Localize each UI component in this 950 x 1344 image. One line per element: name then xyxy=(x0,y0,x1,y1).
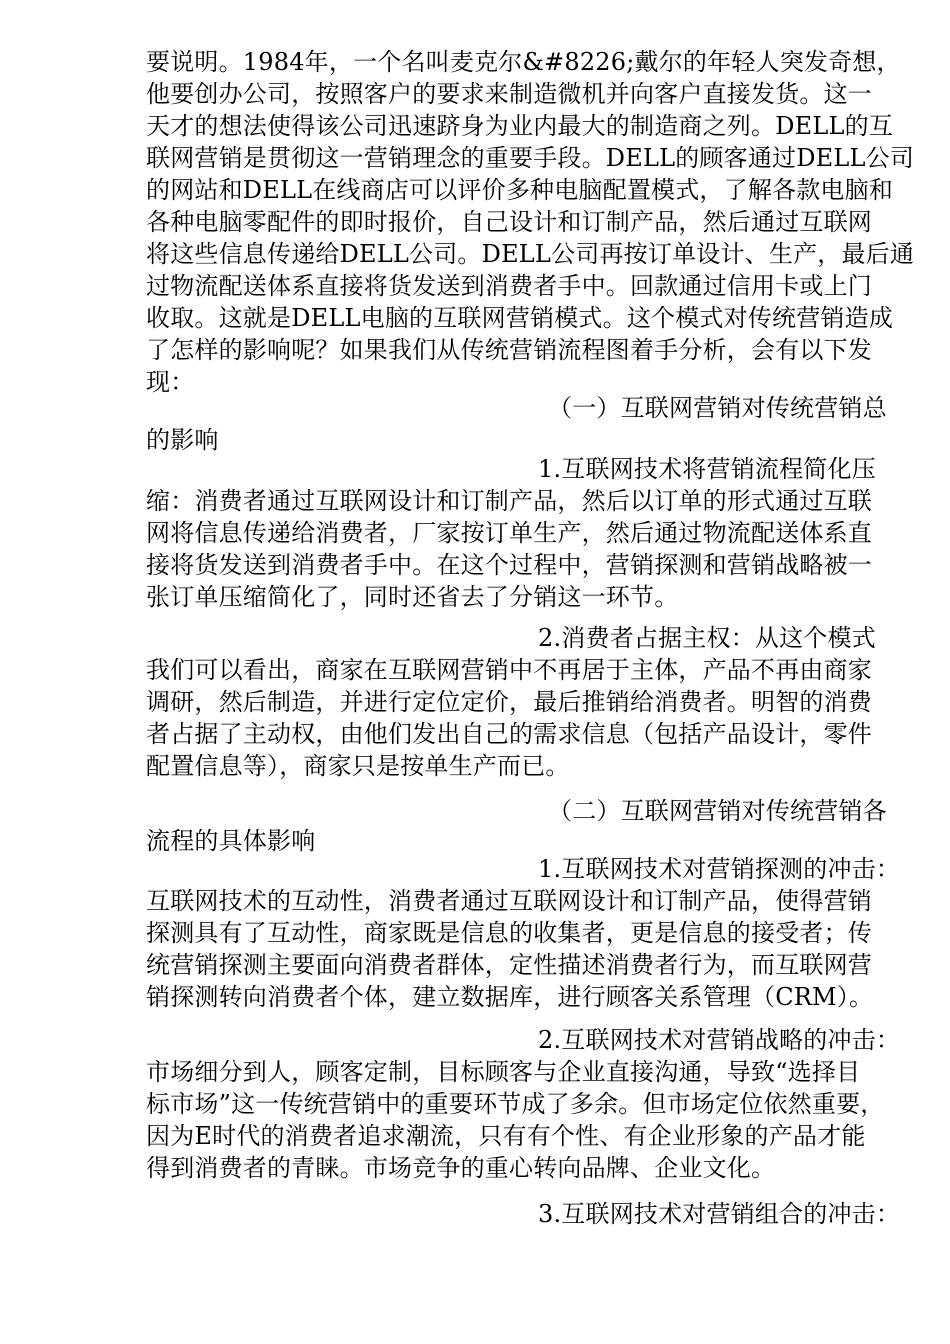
paragraph-line: 因为E时代的消费者追求潮流，只有有个性、有企业形象的产品才能 xyxy=(146,1122,866,1150)
paragraph-line: 缩：消费者通过互联网设计和订制产品，然后以订单的形式通过互联 xyxy=(146,487,872,515)
section-heading-continuation: 流程的具体影响 xyxy=(146,827,316,855)
paragraph-line: 我们可以看出，商家在互联网营销中不再居于主体，产品不再由商家 xyxy=(146,656,872,684)
paragraph-line: 接将货发送到消费者手中。在这个过程中，营销探测和营销战略被一 xyxy=(146,551,872,579)
paragraph-line: 统营销探测主要面向消费者群体，定性描述消费者行为，而互联网营 xyxy=(146,951,872,979)
paragraph-line: 网将信息传递给消费者，厂家按订单生产，然后通过物流配送体系直 xyxy=(146,519,872,547)
paragraph-line: 探测具有了互动性，商家既是信息的收集者，更是信息的接受者；传 xyxy=(146,919,872,947)
paragraph-line: 的网站和DELL在线商店可以评价多种电脑配置模式，了解各款电脑和 xyxy=(146,176,894,204)
item-first-line: 1.互联网技术对营销探测的冲击： xyxy=(538,855,901,883)
paragraph-line: 配置信息等），商家只是按单生产而已。 xyxy=(146,752,570,780)
paragraph-line: 销探测转向消费者个体，建立数据库，进行顾客关系管理（CRM）。 xyxy=(146,983,874,1011)
item-first-line: 1.互联网技术将营销流程简化压 xyxy=(538,455,876,483)
paragraph-line: 过物流配送体系直接将货发送到消费者手中。回款通过信用卡或上门 xyxy=(146,272,872,300)
section-heading: （二）互联网营销对传统营销各 xyxy=(548,797,887,825)
item-first-line: 2.消费者占据主权：从这个模式 xyxy=(538,624,876,652)
paragraph-line: 市场细分到人，顾客定制，目标顾客与企业直接沟通，导致“选择目 xyxy=(146,1058,861,1086)
paragraph-line: 者占据了主动权，由他们发出自己的需求信息（包括产品设计，零件 xyxy=(146,720,872,748)
paragraph-line: 他要创办公司，按照客户的要求来制造微机并向客户直接发货。这一 xyxy=(146,80,872,108)
item-first-line: 3.互联网技术对营销组合的冲击： xyxy=(538,1200,901,1228)
paragraph-line: 标市场”这一传统营销中的重要环节成了多余。但市场定位依然重要， xyxy=(146,1090,885,1118)
paragraph-line: 了怎样的影响呢？如果我们从传统营销流程图着手分析，会有以下发 xyxy=(146,336,872,364)
paragraph-line: 得到消费者的青睐。市场竞争的重心转向品牌、企业文化。 xyxy=(146,1154,776,1182)
paragraph-line: 各种电脑零配件的即时报价，自己设计和订制产品，然后通过互联网 xyxy=(146,208,872,236)
item-first-line: 2.互联网技术对营销战略的冲击： xyxy=(538,1026,901,1054)
paragraph-line: 张订单压缩简化了，同时还省去了分销这一环节。 xyxy=(146,583,679,611)
paragraph-line: 天才的想法使得该公司迅速跻身为业内最大的制造商之列。DELL的互 xyxy=(146,112,894,140)
paragraph-line: 将这些信息传递给DELL公司。DELL公司再按订单设计、生产，最后通 xyxy=(146,240,915,268)
section-heading-continuation: 的影响 xyxy=(146,426,219,454)
paragraph-line: 联网营销是贯彻这一营销理念的重要手段。DELL的顾客通过DELL公司 xyxy=(146,144,915,172)
paragraph-line: 要说明。1984年，一个名叫麦克尔&#8226;戴尔的年轻人突发奇想， xyxy=(146,48,901,76)
paragraph-line: 现： xyxy=(146,368,195,396)
paragraph-line: 收取。这就是DELL电脑的互联网营销模式。这个模式对传统营销造成 xyxy=(146,304,894,332)
section-heading: （一）互联网营销对传统营销总 xyxy=(548,394,887,422)
paragraph-line: 调研，然后制造，并进行定位定价，最后推销给消费者。明智的消费 xyxy=(146,688,872,716)
paragraph-line: 互联网技术的互动性，消费者通过互联网设计和订制产品，使得营销 xyxy=(146,887,872,915)
